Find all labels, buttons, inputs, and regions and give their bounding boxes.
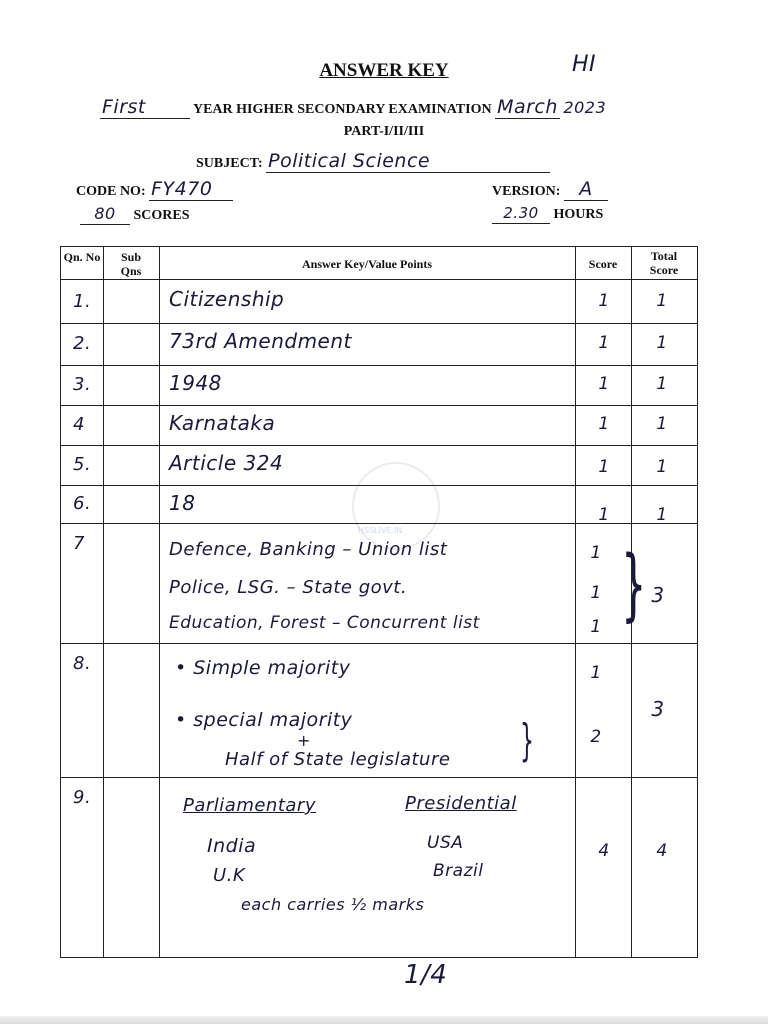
page-number: 1/4 xyxy=(404,960,448,990)
row-5-answer: Article 324 xyxy=(169,451,284,475)
header-total: Total Score xyxy=(649,249,679,277)
exam-prefix: First xyxy=(102,96,146,118)
row-7-line-1: Defence, Banking – Union list xyxy=(169,539,448,560)
column-divider xyxy=(103,247,104,957)
page-title: ANSWER KEY xyxy=(319,60,449,81)
row-9-note: each carries ½ marks xyxy=(241,895,425,914)
row-divider xyxy=(61,323,697,324)
code-line xyxy=(76,178,233,201)
row-2-qno: 2. xyxy=(73,333,92,354)
row-7-line-2: Police, LSG. – State govt. xyxy=(169,577,408,598)
row-9-pair-1-right: USA xyxy=(427,833,464,853)
row-2-score: 1 xyxy=(598,333,610,353)
hours-label: HOURS xyxy=(553,207,604,222)
row-7-line-3: Education, Forest – Concurrent list xyxy=(169,613,480,633)
part-line: PART-I/II/III xyxy=(343,124,425,139)
header-qno: Qn. No xyxy=(63,250,101,264)
row-divider xyxy=(61,405,697,406)
row-8-total: 3 xyxy=(651,697,665,721)
row-1-score: 1 xyxy=(598,291,610,311)
header-answer: Answer Key/Value Points xyxy=(301,257,432,271)
scores-value: 80 xyxy=(94,204,116,223)
exam-month: March xyxy=(497,96,558,118)
header-score: Score xyxy=(588,257,618,271)
row-5-qno: 5. xyxy=(73,454,92,475)
code-label: CODE NO: xyxy=(76,184,146,199)
row-6-qno: 6. xyxy=(73,493,92,514)
row-8-plus: + xyxy=(297,731,311,750)
row-divider xyxy=(61,445,697,446)
row-1-qno: 1. xyxy=(73,291,92,312)
row-5-score: 1 xyxy=(598,457,610,477)
row-8-qno: 8. xyxy=(73,653,92,674)
row-5-total: 1 xyxy=(656,457,668,477)
hours-line xyxy=(492,204,603,224)
row-7-total: 3 xyxy=(651,583,665,607)
row-3-answer: 1948 xyxy=(169,371,222,395)
row-divider xyxy=(61,485,697,486)
row-6-answer: 18 xyxy=(169,491,196,515)
scan-edge xyxy=(0,1016,768,1024)
row-9-score: 4 xyxy=(598,841,610,861)
scores-line xyxy=(80,204,190,225)
row-8-score-1: 1 xyxy=(590,663,602,683)
version-label: VERSION: xyxy=(492,184,561,199)
row-7-qno: 7 xyxy=(73,533,85,554)
row-divider xyxy=(61,279,697,280)
row-3-qno: 3. xyxy=(73,374,92,395)
hours-value: 2.30 xyxy=(503,204,539,222)
row-divider xyxy=(61,643,697,644)
answer-table xyxy=(60,246,698,958)
row-9-qno: 9. xyxy=(73,787,92,808)
row-7-score-3: 1 xyxy=(590,617,602,637)
row-divider xyxy=(61,777,697,778)
row-4-score: 1 xyxy=(598,414,610,434)
row-3-score: 1 xyxy=(598,374,610,394)
code-value: FY470 xyxy=(151,178,213,200)
row-8-line-3: Half of State legislature xyxy=(225,749,451,770)
row-6-total: 1 xyxy=(656,505,668,525)
subject-line xyxy=(196,150,550,173)
row-9-pair-2-left: U.K xyxy=(213,865,246,886)
version-value: A xyxy=(579,178,593,200)
row-8-score-2: 2 xyxy=(590,727,602,747)
version-line xyxy=(492,178,608,201)
row-4-answer: Karnataka xyxy=(169,411,276,435)
row-4-total: 1 xyxy=(656,414,668,434)
subject-label: SUBJECT: xyxy=(196,156,263,171)
row-7-score-2: 1 xyxy=(590,583,602,603)
row-9-pair-2-right: Brazil xyxy=(433,861,484,881)
row-3-total: 1 xyxy=(656,374,668,394)
row-9-head-presidential: Presidential xyxy=(405,793,517,814)
watermark-logo: HSSLIVE.IN xyxy=(352,462,440,550)
row-2-total: 1 xyxy=(656,333,668,353)
exam-year: 2023 xyxy=(563,98,607,117)
row-4-qno: 4 xyxy=(73,414,85,435)
row-divider xyxy=(61,365,697,366)
scores-label: SCORES xyxy=(133,208,190,223)
row-1-answer: Citizenship xyxy=(169,287,285,311)
row-9-total: 4 xyxy=(656,841,668,861)
row-2-answer: 73rd Amendment xyxy=(169,329,352,353)
subject-value: Political Science xyxy=(268,150,431,172)
bracket-icon: } xyxy=(520,715,534,766)
row-9-head-parliamentary: Parliamentary xyxy=(183,795,316,816)
row-7-score-1: 1 xyxy=(590,543,602,563)
exam-line xyxy=(100,96,606,119)
header-sub: Sub Qns xyxy=(120,250,142,278)
row-8-line-2: • special majority xyxy=(175,709,353,731)
row-9-pair-1-left: India xyxy=(207,835,257,857)
bracket-icon: } xyxy=(621,540,647,630)
column-divider xyxy=(159,247,160,957)
row-6-score: 1 xyxy=(598,505,610,525)
corner-mark: HI xyxy=(572,52,597,77)
row-8-line-1: • Simple majority xyxy=(175,657,351,679)
row-1-total: 1 xyxy=(656,291,668,311)
exam-text: YEAR HIGHER SECONDARY EXAMINATION xyxy=(192,102,492,117)
